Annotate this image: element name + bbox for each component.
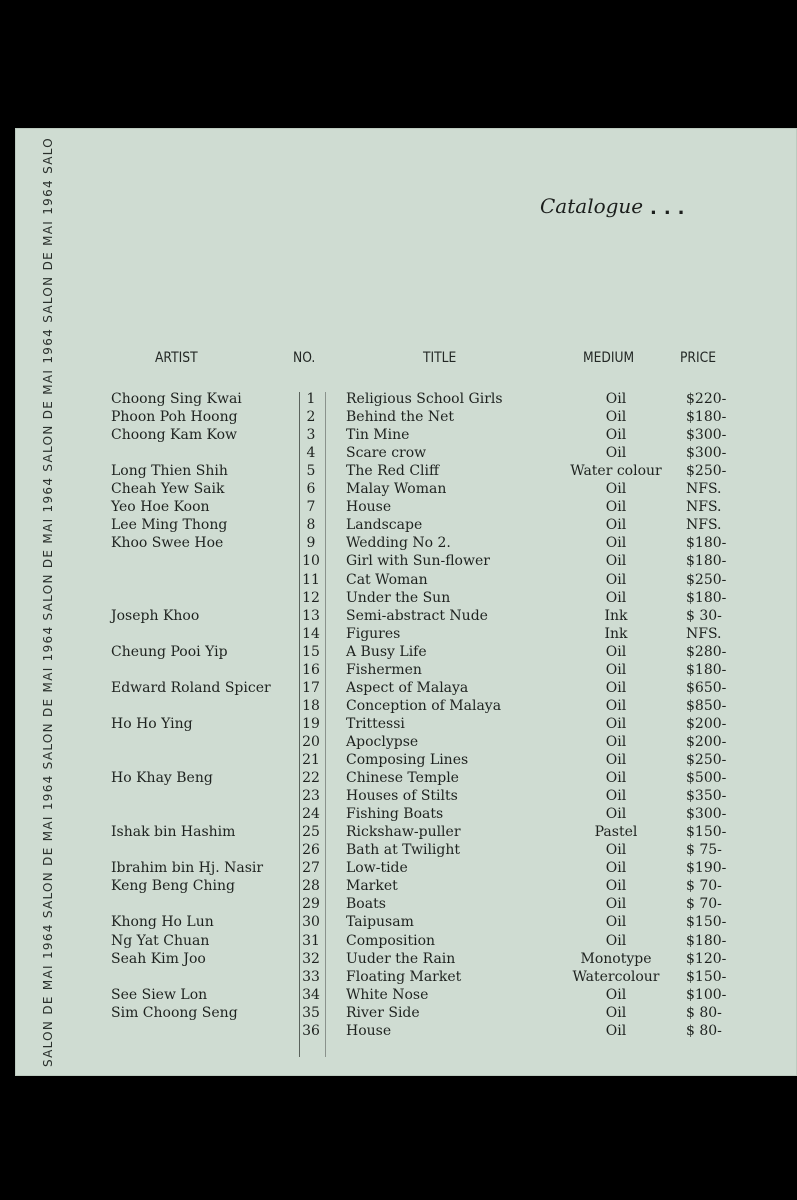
table-row xyxy=(0,643,797,661)
artwork-medium: Ink xyxy=(604,607,628,624)
artist-name: See Siew Lon xyxy=(111,986,208,1003)
artwork-price: $ 75- xyxy=(686,842,722,859)
table-row xyxy=(0,859,797,877)
artwork-medium: Oil xyxy=(605,1022,627,1039)
entry-number: 8 xyxy=(306,517,316,534)
artwork-medium: Oil xyxy=(605,1004,627,1021)
artwork-title: Apoclypse xyxy=(346,733,419,750)
artwork-title: Behind the Net xyxy=(346,409,455,426)
entry-number: 21 xyxy=(302,752,320,768)
artwork-title: Boats xyxy=(346,896,386,913)
table-row xyxy=(0,390,797,408)
artwork-price: $250- xyxy=(686,463,727,480)
artwork-price: $150- xyxy=(686,914,727,931)
catalogue-heading: Catalogue xyxy=(540,194,644,218)
artwork-title: Malay Woman xyxy=(346,481,447,498)
artwork-title: A Busy Life xyxy=(346,643,427,660)
table-row xyxy=(0,697,797,715)
artwork-medium: Watercolour xyxy=(572,968,660,985)
table-row xyxy=(0,751,797,769)
artwork-medium: Oil xyxy=(605,517,627,534)
artwork-medium: Monotype xyxy=(580,950,652,967)
table-row xyxy=(0,986,797,1004)
table-row xyxy=(0,462,797,480)
artwork-price: $300- xyxy=(686,806,727,823)
artwork-price: $350- xyxy=(686,788,727,805)
column-header-no: NO. xyxy=(293,350,316,366)
artwork-title: Low-tide xyxy=(346,860,408,877)
entry-number: 26 xyxy=(302,842,320,859)
artwork-title: Uuder the Rain xyxy=(346,950,456,967)
table-row xyxy=(0,1022,797,1040)
column-header-medium: MEDIUM xyxy=(583,350,635,366)
table-row xyxy=(0,625,797,643)
table-row xyxy=(0,408,797,426)
artwork-medium: Oil xyxy=(605,499,627,516)
artwork-title: Composing Lines xyxy=(346,752,469,768)
entry-number: 32 xyxy=(302,950,320,967)
artwork-price: $ 30- xyxy=(686,607,722,624)
artwork-price: $250- xyxy=(686,571,727,588)
artwork-title: House xyxy=(346,499,392,516)
table-row xyxy=(0,823,797,841)
artwork-price: NFS. xyxy=(686,625,722,642)
artwork-title: White Nose xyxy=(346,986,429,1003)
artwork-price: $180- xyxy=(686,535,727,552)
entry-number: 4 xyxy=(306,445,316,462)
artwork-price: $280- xyxy=(686,643,727,660)
artwork-medium: Oil xyxy=(605,697,627,714)
table-row xyxy=(0,733,797,751)
table-row xyxy=(0,552,797,570)
table-row xyxy=(0,571,797,589)
artist-name: Joseph Khoo xyxy=(111,607,200,624)
entry-number: 20 xyxy=(302,733,320,750)
artist-name: Sim Choong Seng xyxy=(111,1004,238,1021)
entry-number: 1 xyxy=(306,391,316,407)
artwork-price: $200- xyxy=(686,715,727,732)
artwork-medium: Oil xyxy=(605,914,627,931)
artwork-price: NFS. xyxy=(686,481,722,498)
table-row xyxy=(0,895,797,913)
entry-number: 2 xyxy=(306,409,316,426)
artwork-medium: Oil xyxy=(605,391,627,407)
artwork-title: Houses of Stilts xyxy=(346,788,458,805)
artwork-medium: Oil xyxy=(605,409,627,426)
entry-number: 17 xyxy=(302,679,320,696)
table-row xyxy=(0,715,797,733)
table-row xyxy=(0,444,797,462)
artwork-medium: Oil xyxy=(605,589,627,606)
artist-name: Choong Kam Kow xyxy=(111,427,238,444)
artwork-title: House xyxy=(346,1022,392,1039)
artwork-medium: Oil xyxy=(605,643,627,660)
entry-number: 27 xyxy=(302,860,320,877)
entry-number: 12 xyxy=(302,589,320,606)
entry-number: 14 xyxy=(302,625,320,642)
artwork-medium: Oil xyxy=(605,661,627,678)
artwork-price: $200- xyxy=(686,733,727,750)
side-banner-text: SALON DE MAI 1964 SALON DE MAI 1964 SALON DE MAI 1964 SALON DE MAI 1964 SALON DE MAI 1964 SALON DE MAI 1964 SALO xyxy=(41,136,55,1068)
artwork-title: Semi-abstract Nude xyxy=(346,607,488,624)
artwork-title: Figures xyxy=(346,625,401,642)
artwork-medium: Oil xyxy=(605,715,627,732)
artist-name: Ho Khay Beng xyxy=(111,770,213,787)
table-row xyxy=(0,877,797,895)
artwork-title: Trittessi xyxy=(346,715,405,732)
artwork-medium: Oil xyxy=(605,571,627,588)
table-row xyxy=(0,1004,797,1022)
artwork-price: $500- xyxy=(686,770,727,787)
artwork-price: $650- xyxy=(686,679,727,696)
table-row xyxy=(0,426,797,444)
artwork-price: $180- xyxy=(686,589,727,606)
artwork-medium: Oil xyxy=(605,842,627,859)
table-row xyxy=(0,913,797,931)
column-header-artist: ARTIST xyxy=(155,350,198,366)
entry-number: 19 xyxy=(302,715,320,732)
entry-number: 18 xyxy=(302,697,320,714)
entry-number: 16 xyxy=(302,661,320,678)
artist-name: Cheah Yew Saik xyxy=(111,481,225,498)
table-row xyxy=(0,480,797,498)
artwork-medium: Oil xyxy=(605,896,627,913)
artwork-medium: Oil xyxy=(605,553,627,570)
artist-name: Seah Kim Joo xyxy=(111,950,206,967)
entry-number: 22 xyxy=(302,770,320,787)
artist-name: Ng Yat Chuan xyxy=(111,932,210,949)
artwork-title: Fishing Boats xyxy=(346,806,444,823)
artwork-title: Bath at Twilight xyxy=(346,842,461,859)
artwork-medium: Oil xyxy=(605,481,627,498)
artwork-title: Composition xyxy=(346,932,436,949)
entry-number: 6 xyxy=(306,481,316,498)
table-row xyxy=(0,661,797,679)
artwork-title: Wedding No 2. xyxy=(346,535,451,552)
artwork-price: $ 80- xyxy=(686,1022,722,1039)
table-row xyxy=(0,950,797,968)
artwork-title: Fishermen xyxy=(346,661,422,678)
artwork-title: Floating Market xyxy=(346,968,462,985)
artist-name: Khoo Swee Hoe xyxy=(111,535,224,552)
table-row xyxy=(0,769,797,787)
artwork-medium: Oil xyxy=(605,679,627,696)
artwork-price: $300- xyxy=(686,445,727,462)
column-header-title: TITLE xyxy=(423,350,457,366)
entry-number: 3 xyxy=(306,427,316,444)
artwork-medium: Oil xyxy=(605,986,627,1003)
artwork-price: $180- xyxy=(686,409,727,426)
entry-number: 31 xyxy=(302,932,320,949)
artist-name: Yeo Hoe Koon xyxy=(111,499,210,516)
artwork-title: River Side xyxy=(346,1004,420,1021)
entry-number: 35 xyxy=(302,1004,320,1021)
artwork-medium: Water colour xyxy=(570,463,662,480)
artwork-title: Chinese Temple xyxy=(346,770,459,787)
table-row xyxy=(0,498,797,516)
table-row xyxy=(0,534,797,552)
artwork-medium: Oil xyxy=(605,445,627,462)
artwork-medium: Pastel xyxy=(594,824,638,841)
artwork-title: Aspect of Malaya xyxy=(346,679,469,696)
table-row xyxy=(0,516,797,534)
artist-name: Ho Ho Ying xyxy=(111,715,193,732)
artwork-medium: Oil xyxy=(605,788,627,805)
entry-number: 9 xyxy=(306,535,316,552)
artist-name: Keng Beng Ching xyxy=(111,878,235,895)
artwork-price: $180- xyxy=(686,661,727,678)
entry-number: 29 xyxy=(302,896,320,913)
entry-number: 24 xyxy=(302,806,320,823)
entry-number: 11 xyxy=(302,571,320,588)
table-row xyxy=(0,841,797,859)
table-row xyxy=(0,968,797,986)
artwork-medium: Oil xyxy=(605,806,627,823)
artwork-title: Religious School Girls xyxy=(346,391,503,407)
artist-name: Choong Sing Kwai xyxy=(111,391,242,407)
entry-number: 28 xyxy=(302,878,320,895)
entry-number: 15 xyxy=(302,643,320,660)
artwork-title: Rickshaw-puller xyxy=(346,824,461,841)
heading-dots: ... xyxy=(650,198,692,219)
artwork-price: $250- xyxy=(686,752,727,768)
artwork-price: $180- xyxy=(686,932,727,949)
artwork-title: Conception of Malaya xyxy=(346,697,502,714)
table-row xyxy=(0,679,797,697)
artwork-medium: Oil xyxy=(605,752,627,768)
artwork-price: $ 70- xyxy=(686,878,722,895)
artist-name: Ibrahim bin Hj. Nasir xyxy=(111,860,264,877)
artwork-title: Taipusam xyxy=(346,914,414,931)
artwork-title: Market xyxy=(346,878,398,895)
column-header-price: PRICE xyxy=(680,350,717,366)
entry-number: 13 xyxy=(302,607,320,624)
artwork-price: $300- xyxy=(686,427,727,444)
artwork-title: Under the Sun xyxy=(346,589,451,606)
artwork-medium: Oil xyxy=(605,770,627,787)
entry-number: 10 xyxy=(302,553,320,570)
artist-name: Lee Ming Thong xyxy=(111,517,228,534)
entry-number: 30 xyxy=(302,914,320,931)
artwork-price: $100- xyxy=(686,986,727,1003)
artwork-price: NFS. xyxy=(686,517,722,534)
artwork-medium: Oil xyxy=(605,860,627,877)
artwork-medium: Oil xyxy=(605,535,627,552)
table-row xyxy=(0,787,797,805)
artwork-price: NFS. xyxy=(686,499,722,516)
artwork-price: $220- xyxy=(686,391,727,407)
artist-name: Khong Ho Lun xyxy=(111,914,214,931)
artist-name: Phoon Poh Hoong xyxy=(111,409,238,426)
artwork-title: Landscape xyxy=(346,517,423,534)
entry-number: 34 xyxy=(302,986,320,1003)
artwork-price: $150- xyxy=(686,824,727,841)
table-row xyxy=(0,932,797,950)
artwork-medium: Oil xyxy=(605,932,627,949)
artwork-price: $150- xyxy=(686,968,727,985)
artwork-title: Scare crow xyxy=(346,445,427,462)
artwork-title: Tin Mine xyxy=(346,427,410,444)
artwork-price: $180- xyxy=(686,553,727,570)
artist-name: Ishak bin Hashim xyxy=(111,824,236,841)
entry-number: 7 xyxy=(306,499,316,516)
artwork-price: $ 80- xyxy=(686,1004,722,1021)
table-row xyxy=(0,805,797,823)
entry-number: 23 xyxy=(302,788,320,805)
artwork-medium: Oil xyxy=(605,878,627,895)
entry-number: 33 xyxy=(302,968,320,985)
artwork-price: $120- xyxy=(686,950,727,967)
table-row xyxy=(0,589,797,607)
artwork-price: $190- xyxy=(686,860,727,877)
artwork-price: $ 70- xyxy=(686,896,722,913)
entry-number: 36 xyxy=(302,1022,320,1039)
artist-name: Edward Roland Spicer xyxy=(111,679,271,696)
entry-number: 5 xyxy=(306,463,316,480)
artwork-title: Girl with Sun-flower xyxy=(346,553,490,570)
artwork-medium: Oil xyxy=(605,427,627,444)
artwork-medium: Oil xyxy=(605,733,627,750)
entry-number: 25 xyxy=(302,824,320,841)
artwork-price: $850- xyxy=(686,697,727,714)
artwork-title: Cat Woman xyxy=(346,571,428,588)
artwork-medium: Ink xyxy=(604,625,628,642)
artist-name: Cheung Pooi Yip xyxy=(111,643,228,660)
table-row xyxy=(0,607,797,625)
artist-name: Long Thien Shih xyxy=(111,463,228,480)
artwork-title: The Red Cliff xyxy=(346,463,439,480)
